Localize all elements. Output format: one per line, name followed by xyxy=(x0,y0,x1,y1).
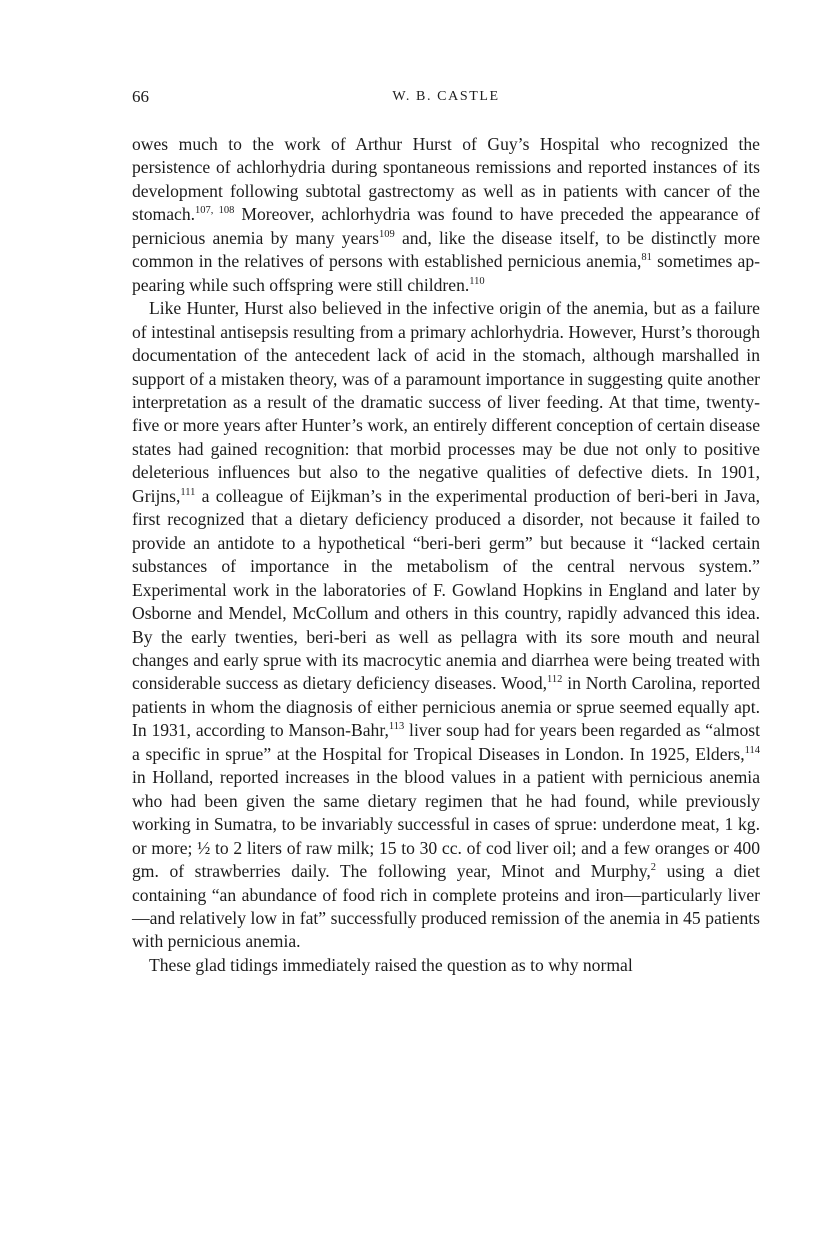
text-run: using a diet containing “an abundance of food rich in complete proteins and iron—particularly liver—and relatively low in fat” successfully produced remission of the anemia in 45 patients with pernicious anemia. xyxy=(132,861,761,952)
reference-number: 2 xyxy=(650,862,657,874)
text-run: Like Hunter, Hurst also believed in the infective origin of the anemia, but as a failure of intestinal antisepsis resulting from a primary achlorhydria. However, Hurst’s thorough documentation of the antecedent lack of acid in the stomach, although marshalled in support of a mistaken theory, was of a paramount importance in suggesting quite another interpretation as a result of the dramatic success of liver feeding. At that time, twenty-five or more years after Hunter’s work, an entirely different conception of certain disease states had gained recognition: that morbid processes may be due not only to positive deleterious influences but also to the negative qualities of defective diets. In 1901, Grijns, xyxy=(132,298,760,506)
para-1 xyxy=(132,133,760,297)
reference-number: 112 xyxy=(547,674,563,686)
text-run: owes much to the work of Arthur Hurst of Guy’s Hospital who recognized the persistence of achlorhydria during spontaneous remissions and reported instances of its development following subtotal gastrectomy as well as in patients with cancer of the stomach. xyxy=(132,134,760,225)
text-run: in North Carolina, reported patients in whom the diagnosis of either pernicious anemia or sprue seemed equally apt. In 1931, according to Manson-Bahr, xyxy=(132,673,761,741)
para-3 xyxy=(132,954,760,977)
running-head-author: W. B. CASTLE xyxy=(392,89,500,104)
text-run: a colleague of Eijkman’s in the experimental production of beri-beri in Java, first recognized that a dietary deficiency produced a disorder, not because it failed to provide an antidote to a hypothetical “beri-beri germ” but because it “lacked certain substances of importance in the metabolism of the central nervous system.” Experimental work in the laboratories of F. Gowland Hopkins in England and later by Osborne and Mendel, McCollum and others in this country, rapidly advanced this idea. By the early twenties, beri-beri as well as pellagra with its sore mouth and neural changes and early sprue with its macrocytic anemia and diarrhea were being treated with considerable success as dietary deficiency diseases. Wood, xyxy=(132,485,760,694)
reference-number: 110 xyxy=(469,275,485,287)
reference-number: 113 xyxy=(388,721,405,733)
reference-number: 81 xyxy=(641,252,652,264)
page xyxy=(132,84,760,977)
reference-number: 107, 108 xyxy=(195,205,235,217)
text-run: liver soup had for years been regarded as “almost a specific in sprue” at the Hospital for Tropical Diseases in London. In 1925, Elders, xyxy=(132,720,760,764)
reference-number: 114 xyxy=(744,744,760,756)
running-head xyxy=(132,84,760,114)
reference-number: 109 xyxy=(378,228,395,240)
text-run: sometimes appearing while such offspring were still children. xyxy=(132,251,760,295)
text-run: Moreover, achlorhydria was found to have preceded the appearance of pernicious anemia by many years xyxy=(132,204,761,248)
text-run: in Holland, reported increases in the blood values in a patient with pernicious anemia who had been given the same dietary regimen that he had found, while previously working in Sumatra, to be invariably successful in cases of sprue: underdone meat, 1 kg. or more; ½ to 2 liters of raw milk; 15 to 30 cc. of cod liver oil; and a few oranges or 400 gm. of strawberries daily. The following year, Minot and Murphy, xyxy=(132,767,760,882)
text-run: These glad tidings immediately raised the question as to why normal xyxy=(149,954,633,975)
para-2 xyxy=(132,297,760,954)
page-number: 66 xyxy=(132,87,149,106)
body-text xyxy=(132,133,760,977)
reference-number: 111 xyxy=(180,486,196,498)
text-run: and, like the disease itself, to be distinctly more common in the relatives of persons with established pernicious anemia, xyxy=(132,227,761,272)
